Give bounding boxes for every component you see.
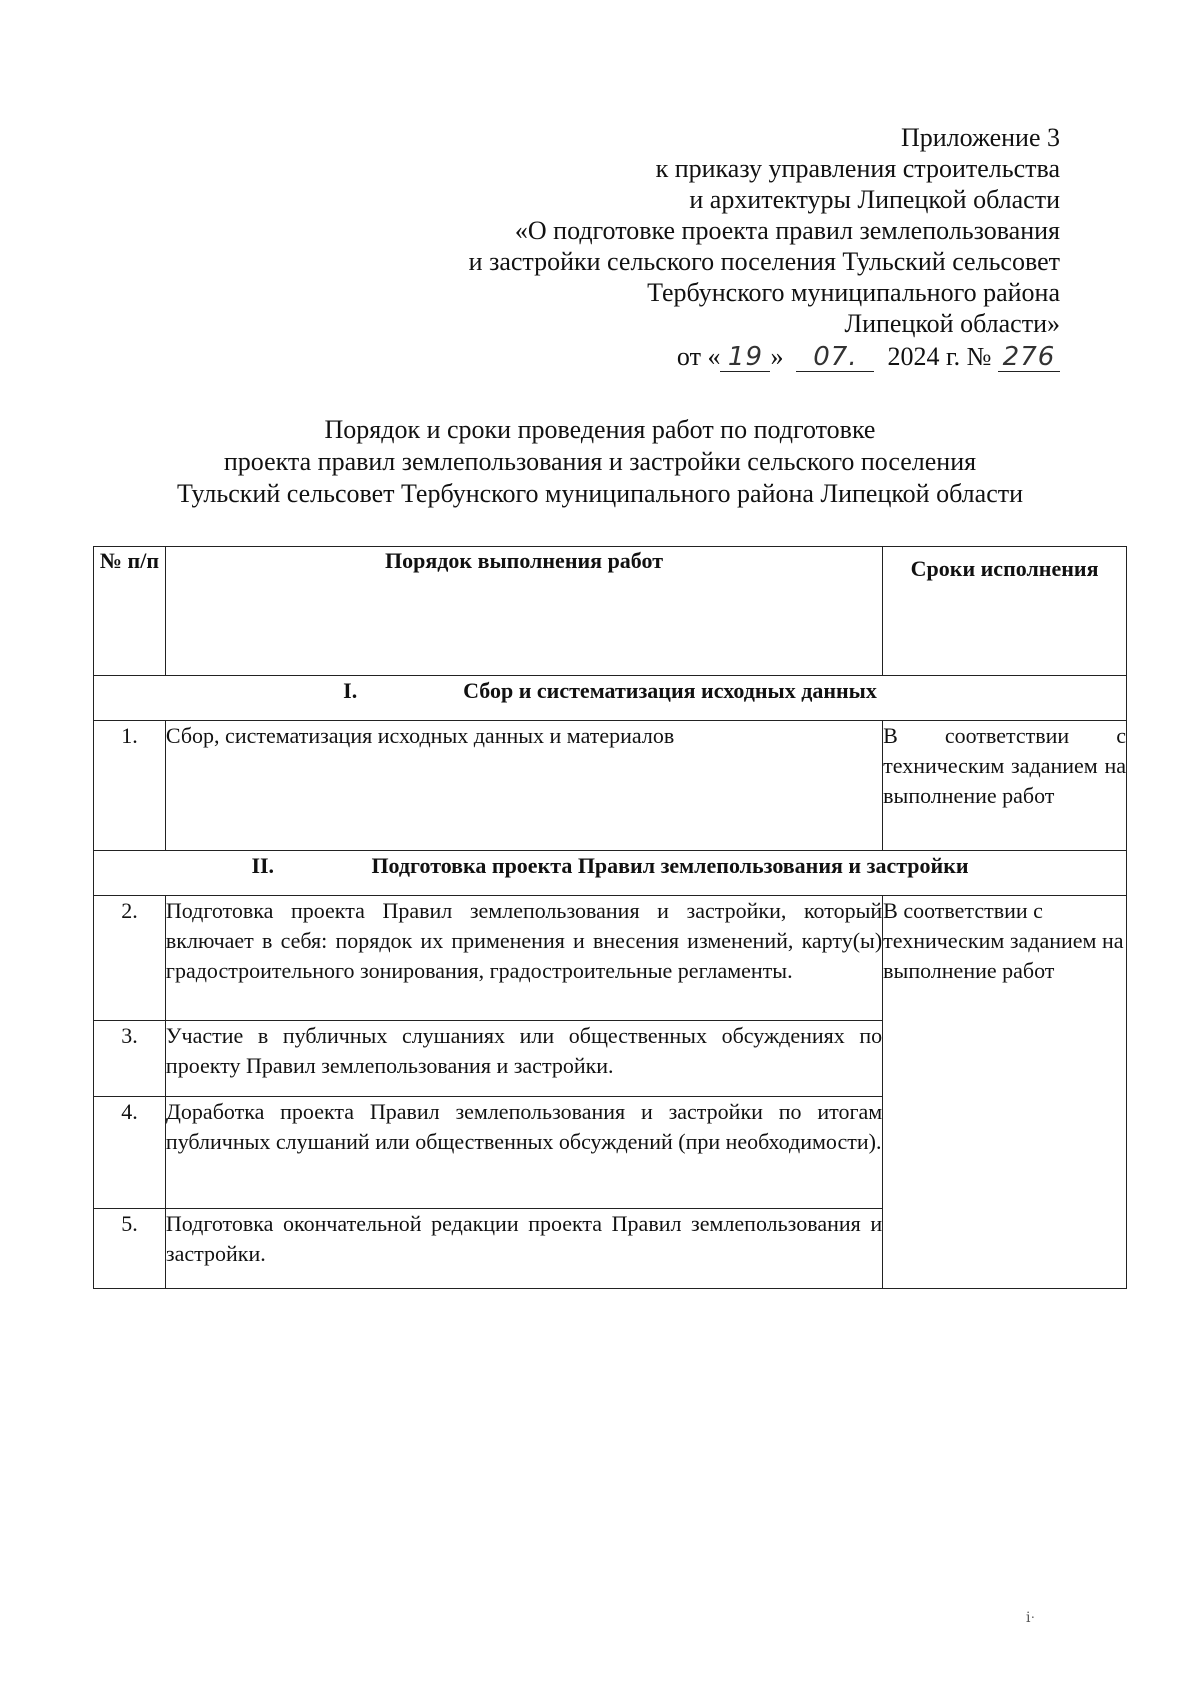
section-roman-numeral: I. xyxy=(343,678,358,703)
appendix-header-line: Тербунского муниципального района xyxy=(647,278,1060,307)
section-row xyxy=(94,676,1127,721)
row-number: 5. xyxy=(94,1209,166,1289)
row-work-description: Подготовка окончательной редакции проекта Правил землепользования и застройки. xyxy=(165,1209,882,1289)
row-number: 4. xyxy=(94,1097,166,1209)
appendix-header-line: и застройки сельского поселения Тульский сельсовет xyxy=(468,247,1060,276)
date-prefix: от « xyxy=(676,342,721,371)
table-row xyxy=(94,721,1127,851)
table-row xyxy=(94,896,1127,1021)
date-year-and-number-label: 2024 г. № xyxy=(887,342,992,371)
handwritten-order-number: 276 xyxy=(998,343,1060,372)
row-number: 2. xyxy=(94,896,166,1021)
handwritten-day: 19 xyxy=(720,343,770,372)
section-heading xyxy=(94,676,1127,721)
handwritten-month: 07. xyxy=(796,343,874,372)
appendix-header-line: «О подготовке проекта правил землепользования xyxy=(514,216,1060,245)
row-work-description: Сбор, систематизация исходных данных и материалов xyxy=(165,721,882,851)
section-roman-numeral: II. xyxy=(251,853,275,878)
table-header-row xyxy=(94,547,1127,676)
row-number: 1. xyxy=(94,721,166,851)
document-title-line: проекта правил землепользования и застройки сельского поселения xyxy=(223,447,977,476)
appendix-header-line: Липецкой области» xyxy=(844,309,1060,338)
appendix-header-line: и архитектуры Липецкой области xyxy=(689,185,1060,214)
document-title-line: Тульский сельсовет Тербунского муниципального района Липецкой области xyxy=(176,479,1024,508)
row-number: 3. xyxy=(94,1021,166,1097)
column-header-deadlines: Сроки исполнения xyxy=(883,547,1127,676)
appendix-header-line: Приложение 3 xyxy=(900,123,1060,152)
section-heading xyxy=(94,851,1127,896)
row-work-description: Участие в публичных слушаниях или общественных обсуждениях по проекту Правил землепользования и застройки. xyxy=(165,1021,882,1097)
appendix-header-line: к приказу управления строительства xyxy=(655,154,1060,183)
column-header-number: № п/п xyxy=(94,547,166,676)
row-work-description: Подготовка проекта Правил землепользования и застройки, который включает в себя: порядок их применения и внесения изменений, карту(ы) градостроительного зонирования, градостроительные регламенты. xyxy=(165,896,882,1021)
date-day-close: » xyxy=(770,342,784,371)
section-title: Подготовка проекта Правил землепользования и застройки xyxy=(371,853,969,878)
document-title-line: Порядок и сроки проведения работ по подготовке xyxy=(324,415,876,444)
row-deadline: В соответствии с техническим заданием на выполнение работ xyxy=(883,721,1127,851)
row-work-description: Доработка проекта Правил землепользования и застройки по итогам публичных слушаний или общественных обсуждений (при необходимости). xyxy=(165,1097,882,1209)
section-row xyxy=(94,851,1127,896)
order-date-line xyxy=(340,341,1060,372)
appendix-header xyxy=(340,122,1060,372)
scan-artifact-mark: ⅰ· xyxy=(1026,1611,1036,1626)
section-title: Сбор и систематизация исходных данных xyxy=(463,678,877,703)
works-schedule-table xyxy=(93,546,1127,1289)
column-header-work-order: Порядок выполнения работ xyxy=(165,547,882,676)
document-title xyxy=(100,414,1100,510)
row-deadline: В соответствии с техническим заданием на выполнение работ xyxy=(883,896,1127,1289)
